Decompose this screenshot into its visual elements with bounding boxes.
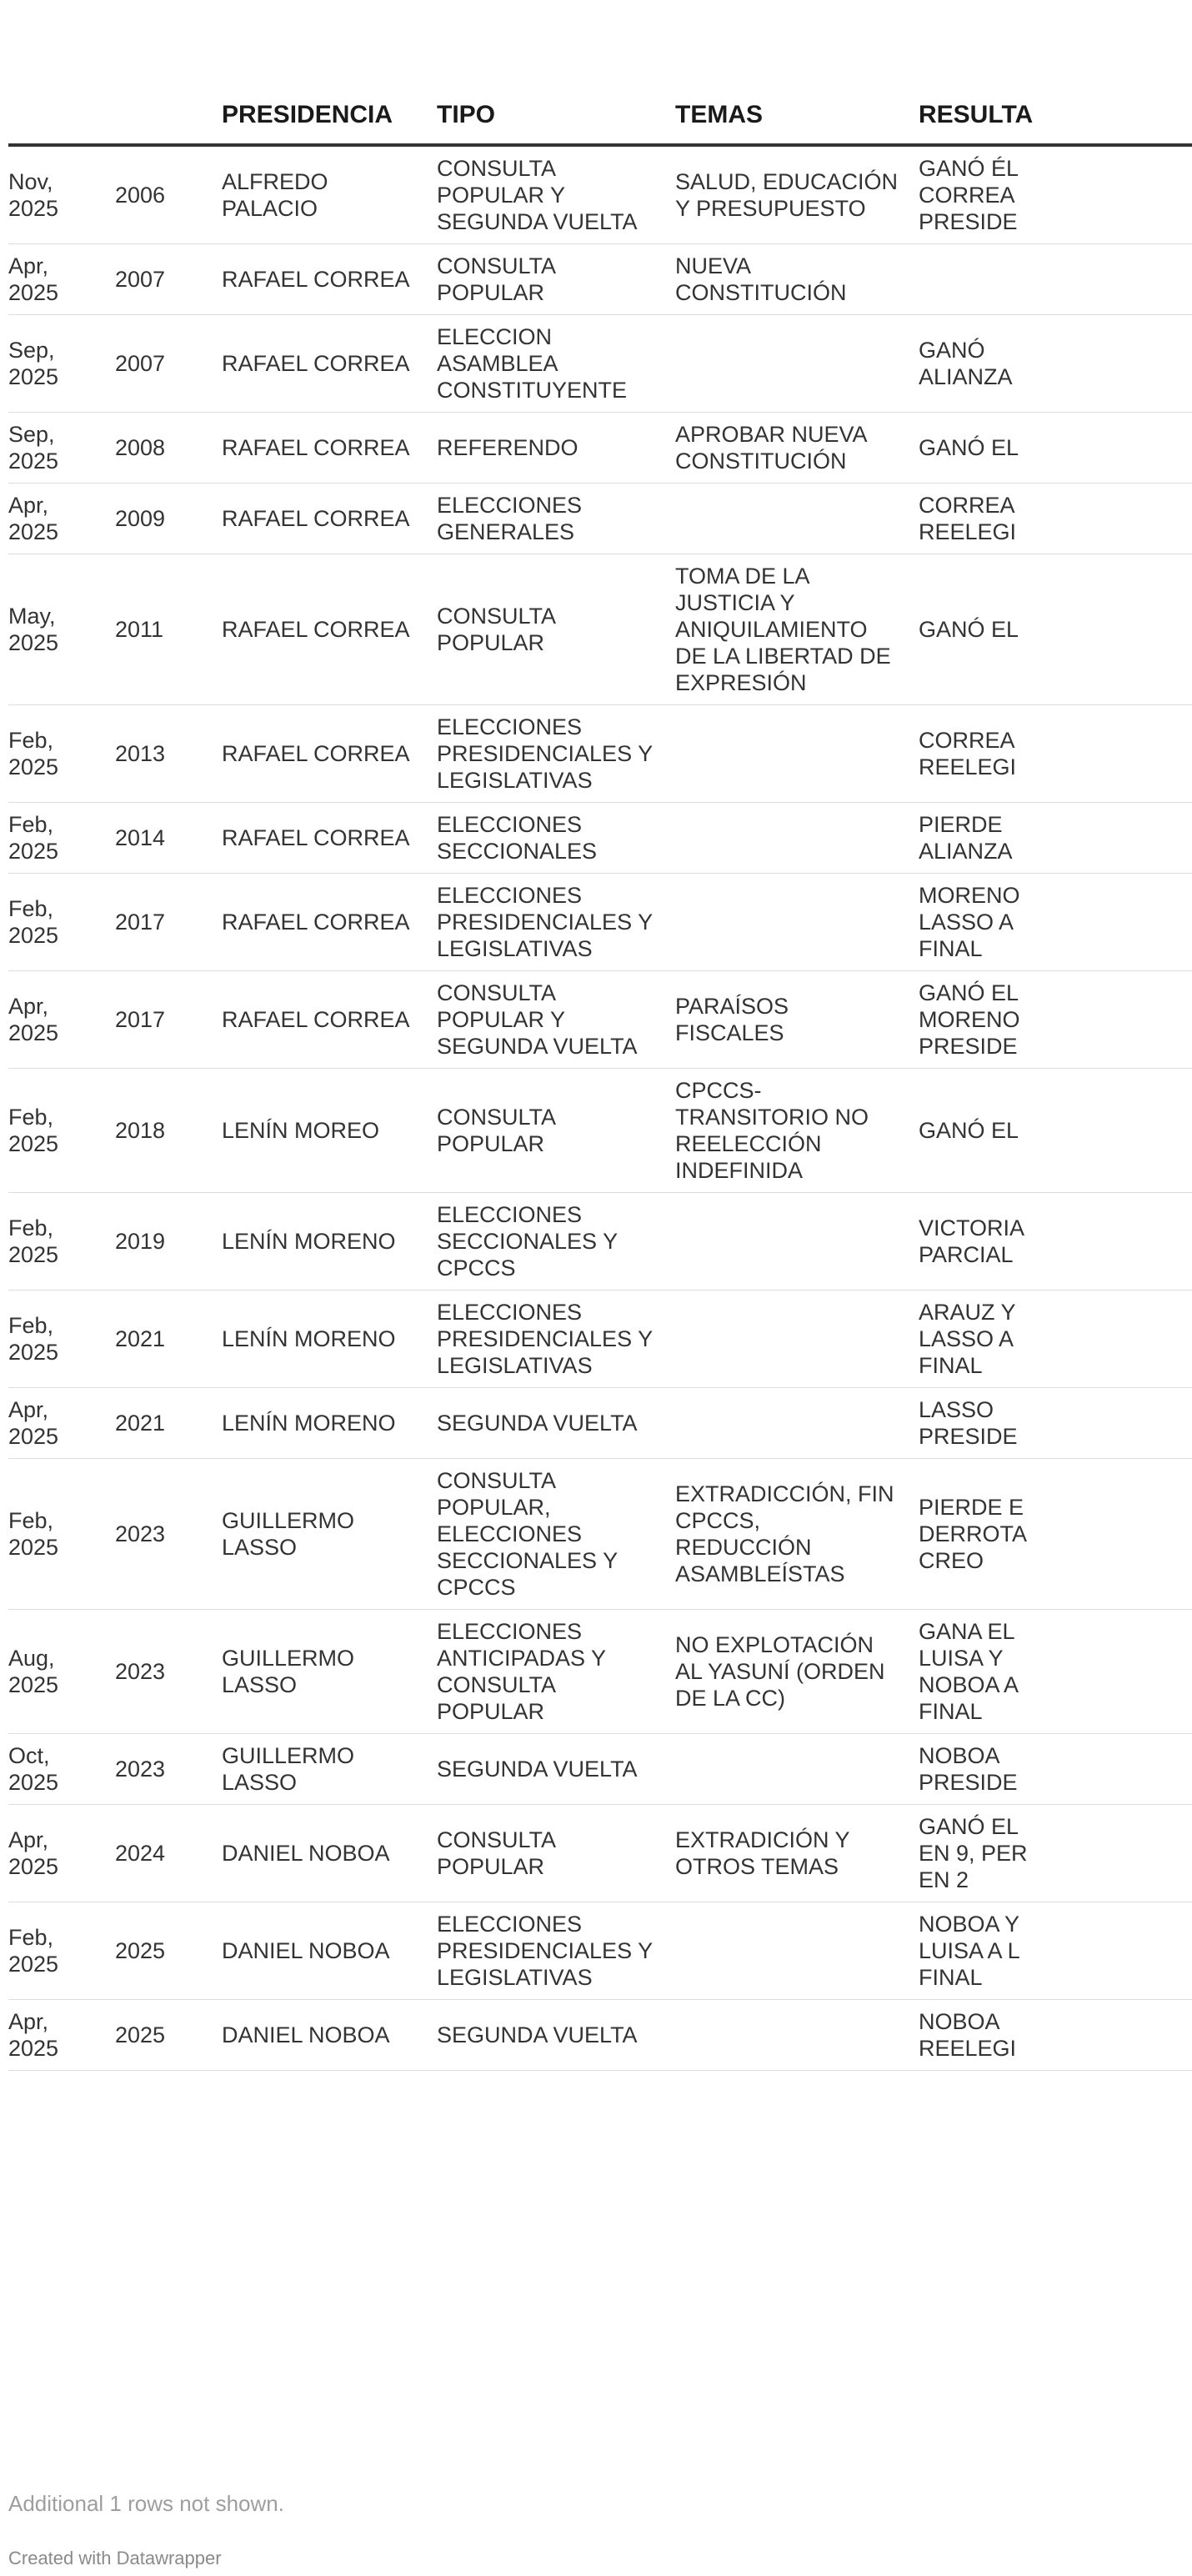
cell-presidencia bbox=[222, 1291, 437, 1388]
cell-presidencia-text: RAFAEL CORREA bbox=[222, 910, 410, 935]
cell-year-text: 2017 bbox=[115, 1007, 166, 1032]
cell-year bbox=[115, 244, 222, 315]
cell-temas bbox=[675, 1805, 919, 1902]
cell-presidencia bbox=[222, 1902, 437, 2000]
cell-year bbox=[115, 145, 222, 244]
cell-presidencia bbox=[222, 315, 437, 413]
datawrapper-credit[interactable]: Created with Datawrapper bbox=[8, 2548, 222, 2568]
cell-tipo bbox=[437, 1069, 675, 1193]
cell-presidencia-text: GUILLERMO LASSO bbox=[222, 1508, 355, 1560]
cell-year bbox=[115, 1069, 222, 1193]
cell-temas bbox=[675, 1610, 919, 1734]
cell-tipo-text: ELECCIONES SECCIONALES bbox=[437, 812, 598, 864]
table-row bbox=[8, 1610, 1192, 1734]
cell-tipo-text: CONSULTA POPULAR bbox=[437, 1105, 555, 1156]
cell-date-text: Nov, 2025 bbox=[8, 169, 59, 221]
table-row bbox=[8, 874, 1192, 971]
cell-resultado-text: NOBOA Y LUISA A L FINAL bbox=[919, 1912, 1020, 1990]
cell-date-text: Feb, 2025 bbox=[8, 896, 59, 948]
cell-date bbox=[8, 484, 115, 554]
cell-year-text: 2023 bbox=[115, 1659, 166, 1684]
cell-resultado bbox=[919, 1069, 1192, 1193]
cell-resultado bbox=[919, 1459, 1192, 1610]
cell-resultado-text: GANÓ EL EN 9, PER EN 2 bbox=[919, 1814, 1028, 1892]
cell-date bbox=[8, 1734, 115, 1805]
cell-temas-text: EXTRADICCIÓN, FIN CPCCS, REDUCCIÓN ASAMBLEÍSTAS bbox=[675, 1481, 894, 1586]
header-temas[interactable]: TEMAS bbox=[675, 87, 919, 145]
cell-date-text: Feb, 2025 bbox=[8, 1215, 59, 1267]
table-row bbox=[8, 554, 1192, 705]
cell-presidencia bbox=[222, 1459, 437, 1610]
elections-table bbox=[8, 87, 1192, 2071]
cell-temas bbox=[675, 1291, 919, 1388]
cell-tipo bbox=[437, 244, 675, 315]
cell-year bbox=[115, 971, 222, 1069]
cell-presidencia-text: DANIEL NOBOA bbox=[222, 1938, 390, 1963]
table-row bbox=[8, 705, 1192, 803]
cell-year-text: 2014 bbox=[115, 825, 166, 850]
cell-temas bbox=[675, 2000, 919, 2071]
cell-year bbox=[115, 705, 222, 803]
cell-resultado bbox=[919, 1902, 1192, 2000]
cell-date-text: Sep, 2025 bbox=[8, 422, 59, 474]
cell-resultado bbox=[919, 484, 1192, 554]
cell-year-text: 2013 bbox=[115, 741, 166, 766]
cell-year bbox=[115, 554, 222, 705]
cell-temas bbox=[675, 971, 919, 1069]
cell-date bbox=[8, 1388, 115, 1459]
cell-presidencia-text: LENÍN MORENO bbox=[222, 1326, 396, 1351]
cell-date bbox=[8, 874, 115, 971]
cell-presidencia bbox=[222, 554, 437, 705]
cell-resultado-text: NOBOA REELEGI bbox=[919, 2009, 1017, 2061]
cell-presidencia-text: RAFAEL CORREA bbox=[222, 825, 410, 850]
cell-year bbox=[115, 484, 222, 554]
cell-year bbox=[115, 1459, 222, 1610]
cell-year bbox=[115, 1388, 222, 1459]
cell-tipo bbox=[437, 705, 675, 803]
cell-year-text: 2007 bbox=[115, 267, 166, 292]
cell-resultado bbox=[919, 554, 1192, 705]
cell-tipo-text: CONSULTA POPULAR bbox=[437, 1827, 555, 1879]
cell-presidencia bbox=[222, 413, 437, 484]
cell-resultado bbox=[919, 803, 1192, 874]
cell-tipo bbox=[437, 874, 675, 971]
cell-resultado bbox=[919, 2000, 1192, 2071]
cell-year-text: 2019 bbox=[115, 1229, 166, 1254]
cell-resultado bbox=[919, 705, 1192, 803]
cell-date-text: Apr, 2025 bbox=[8, 493, 59, 544]
table-row bbox=[8, 1388, 1192, 1459]
table-row bbox=[8, 1193, 1192, 1291]
cell-date bbox=[8, 244, 115, 315]
cell-presidencia bbox=[222, 484, 437, 554]
cell-year bbox=[115, 413, 222, 484]
table-row bbox=[8, 315, 1192, 413]
table-row bbox=[8, 803, 1192, 874]
header-presidencia[interactable]: PRESIDENCIA bbox=[222, 87, 437, 145]
cell-temas bbox=[675, 874, 919, 971]
cell-year-text: 2011 bbox=[115, 617, 164, 642]
cell-presidencia-text: LENÍN MORENO bbox=[222, 1411, 396, 1436]
table-row bbox=[8, 1069, 1192, 1193]
cell-tipo bbox=[437, 971, 675, 1069]
table-row bbox=[8, 145, 1192, 244]
cell-presidencia-text: ALFREDO PALACIO bbox=[222, 169, 328, 221]
cell-date bbox=[8, 1069, 115, 1193]
cell-tipo bbox=[437, 413, 675, 484]
cell-date bbox=[8, 803, 115, 874]
cell-temas bbox=[675, 315, 919, 413]
cell-resultado-text: GANA EL LUISA Y NOBOA A FINAL bbox=[919, 1619, 1019, 1724]
cell-resultado-text: NOBOA PRESIDE bbox=[919, 1743, 1018, 1795]
cell-tipo-text: ELECCIONES GENERALES bbox=[437, 493, 583, 544]
cell-resultado-text: GANÓ EL bbox=[919, 435, 1019, 460]
cell-date-text: Apr, 2025 bbox=[8, 1397, 59, 1449]
cell-year-text: 2017 bbox=[115, 910, 166, 935]
cell-tipo-text: CONSULTA POPULAR, ELECCIONES SECCIONALES Y CPCCS bbox=[437, 1468, 618, 1600]
cell-presidencia-text: RAFAEL CORREA bbox=[222, 267, 410, 292]
cell-temas-text: EXTRADICIÓN Y OTROS TEMAS bbox=[675, 1827, 850, 1879]
cell-presidencia bbox=[222, 1193, 437, 1291]
cell-tipo-text: SEGUNDA VUELTA bbox=[437, 1411, 638, 1436]
table-row bbox=[8, 244, 1192, 315]
cell-resultado bbox=[919, 1610, 1192, 1734]
cell-date-text: Feb, 2025 bbox=[8, 1925, 59, 1977]
table-row bbox=[8, 1805, 1192, 1902]
cell-temas-text: TOMA DE LA JUSTICIA Y ANIQUILAMIENTO DE LA LIBERTAD DE EXPRESIÓN bbox=[675, 564, 891, 695]
table-row bbox=[8, 971, 1192, 1069]
cell-presidencia bbox=[222, 244, 437, 315]
cell-resultado-text: MORENO LASSO A FINAL bbox=[919, 883, 1020, 961]
cell-presidencia bbox=[222, 1069, 437, 1193]
cell-year bbox=[115, 1610, 222, 1734]
cell-tipo-text: ELECCIONES PRESIDENCIALES Y LEGISLATIVAS bbox=[437, 1300, 653, 1378]
cell-resultado-text: PIERDE E DERROTA CREO bbox=[919, 1495, 1028, 1573]
cell-tipo bbox=[437, 1805, 675, 1902]
cell-presidencia-text: RAFAEL CORREA bbox=[222, 1007, 410, 1032]
cell-date bbox=[8, 315, 115, 413]
cell-tipo bbox=[437, 1193, 675, 1291]
cell-resultado-text: CORREA REELEGI bbox=[919, 728, 1017, 779]
cell-date bbox=[8, 145, 115, 244]
cell-tipo-text: SEGUNDA VUELTA bbox=[437, 1757, 638, 1782]
cell-resultado bbox=[919, 145, 1192, 244]
cell-resultado-text: LASSO PRESIDE bbox=[919, 1397, 1018, 1449]
cell-tipo bbox=[437, 803, 675, 874]
cell-date-text: Apr, 2025 bbox=[8, 2009, 59, 2061]
cell-resultado-text: GANÓ EL bbox=[919, 1118, 1019, 1143]
cell-presidencia-text: DANIEL NOBOA bbox=[222, 1841, 390, 1866]
cell-date-text: Feb, 2025 bbox=[8, 1508, 59, 1560]
table-row bbox=[8, 484, 1192, 554]
cell-resultado-text: GANÓ EL MORENO PRESIDE bbox=[919, 980, 1020, 1059]
cell-tipo-text: ELECCIONES PRESIDENCIALES Y LEGISLATIVAS bbox=[437, 1912, 653, 1990]
cell-year bbox=[115, 1902, 222, 2000]
cell-date-text: Feb, 2025 bbox=[8, 728, 59, 779]
cell-tipo-text: ELECCIONES PRESIDENCIALES Y LEGISLATIVAS bbox=[437, 883, 653, 961]
cell-date-text: Apr, 2025 bbox=[8, 994, 59, 1045]
cell-tipo-text: ELECCIONES PRESIDENCIALES Y LEGISLATIVAS bbox=[437, 714, 653, 793]
cell-tipo bbox=[437, 554, 675, 705]
cell-date bbox=[8, 1193, 115, 1291]
cell-temas bbox=[675, 1388, 919, 1459]
cell-date bbox=[8, 1459, 115, 1610]
cell-presidencia bbox=[222, 2000, 437, 2071]
cell-resultado bbox=[919, 1805, 1192, 1902]
cell-date bbox=[8, 1902, 115, 2000]
cell-date-text: Feb, 2025 bbox=[8, 1105, 59, 1156]
cell-resultado-text: CORREA REELEGI bbox=[919, 493, 1017, 544]
cell-temas bbox=[675, 803, 919, 874]
cell-tipo bbox=[437, 1734, 675, 1805]
cell-presidencia bbox=[222, 145, 437, 244]
cell-date-text: Feb, 2025 bbox=[8, 812, 59, 864]
cell-resultado-text: PIERDE ALIANZA bbox=[919, 812, 1013, 864]
header-row bbox=[8, 87, 1192, 145]
cell-tipo-text: ELECCIONES ANTICIPADAS Y CONSULTA POPULAR bbox=[437, 1619, 606, 1724]
cell-presidencia bbox=[222, 874, 437, 971]
cell-tipo bbox=[437, 1610, 675, 1734]
cell-date-text: Sep, 2025 bbox=[8, 338, 59, 389]
cell-date-text: Apr, 2025 bbox=[8, 1827, 59, 1879]
cell-resultado bbox=[919, 244, 1192, 315]
table-row bbox=[8, 1459, 1192, 1610]
cell-tipo-text: CONSULTA POPULAR Y SEGUNDA VUELTA bbox=[437, 156, 638, 234]
cell-year bbox=[115, 2000, 222, 2071]
cell-temas bbox=[675, 145, 919, 244]
cell-year-text: 2009 bbox=[115, 506, 166, 531]
cell-year-text: 2025 bbox=[115, 2022, 166, 2047]
cell-presidencia bbox=[222, 1610, 437, 1734]
cell-resultado bbox=[919, 971, 1192, 1069]
cell-date bbox=[8, 1805, 115, 1902]
cell-tipo-text: CONSULTA POPULAR bbox=[437, 253, 555, 305]
cell-resultado bbox=[919, 874, 1192, 971]
cell-temas bbox=[675, 1902, 919, 2000]
cell-year-text: 2007 bbox=[115, 351, 166, 376]
cell-temas-text: APROBAR NUEVA CONSTITUCIÓN bbox=[675, 422, 867, 474]
cell-resultado-text: GANÓ EL bbox=[919, 617, 1019, 642]
cell-presidencia-text: RAFAEL CORREA bbox=[222, 351, 410, 376]
cell-year bbox=[115, 315, 222, 413]
cell-resultado bbox=[919, 1734, 1192, 1805]
cell-tipo bbox=[437, 1902, 675, 2000]
cell-tipo bbox=[437, 315, 675, 413]
cell-year-text: 2023 bbox=[115, 1757, 166, 1782]
cell-temas bbox=[675, 413, 919, 484]
cell-date-text: Aug, 2025 bbox=[8, 1646, 59, 1697]
cell-temas-text: NUEVA CONSTITUCIÓN bbox=[675, 253, 847, 305]
cell-year bbox=[115, 1734, 222, 1805]
cell-temas bbox=[675, 1459, 919, 1610]
cell-resultado bbox=[919, 1193, 1192, 1291]
rows-hidden-note: Additional 1 rows not shown. bbox=[8, 2491, 284, 2516]
cell-temas bbox=[675, 1734, 919, 1805]
cell-resultado bbox=[919, 1388, 1192, 1459]
cell-year-text: 2018 bbox=[115, 1118, 166, 1143]
cell-date bbox=[8, 413, 115, 484]
cell-resultado bbox=[919, 413, 1192, 484]
cell-year bbox=[115, 803, 222, 874]
cell-year bbox=[115, 1805, 222, 1902]
cell-resultado bbox=[919, 1291, 1192, 1388]
cell-presidencia-text: RAFAEL CORREA bbox=[222, 617, 410, 642]
cell-year-text: 2008 bbox=[115, 435, 166, 460]
cell-tipo bbox=[437, 2000, 675, 2071]
cell-date bbox=[8, 2000, 115, 2071]
cell-presidencia-text: RAFAEL CORREA bbox=[222, 741, 410, 766]
cell-year-text: 2006 bbox=[115, 183, 166, 208]
cell-date-text: Feb, 2025 bbox=[8, 1313, 59, 1365]
cell-date bbox=[8, 971, 115, 1069]
cell-presidencia bbox=[222, 803, 437, 874]
cell-presidencia-text: LENÍN MOREO bbox=[222, 1118, 380, 1143]
cell-temas bbox=[675, 1069, 919, 1193]
cell-date bbox=[8, 705, 115, 803]
cell-temas bbox=[675, 244, 919, 315]
cell-temas bbox=[675, 705, 919, 803]
table-row bbox=[8, 2000, 1192, 2071]
header-date[interactable] bbox=[8, 87, 115, 145]
table-row bbox=[8, 413, 1192, 484]
cell-year-text: 2024 bbox=[115, 1841, 166, 1866]
cell-presidencia-text: GUILLERMO LASSO bbox=[222, 1646, 355, 1697]
cell-tipo bbox=[437, 1459, 675, 1610]
cell-temas-text: NO EXPLOTACIÓN AL YASUNÍ (ORDEN DE LA CC) bbox=[675, 1632, 885, 1711]
cell-presidencia-text: RAFAEL CORREA bbox=[222, 506, 410, 531]
cell-temas bbox=[675, 484, 919, 554]
table-row bbox=[8, 1902, 1192, 2000]
cell-temas-text: SALUD, EDUCACIÓN Y PRESUPUESTO bbox=[675, 169, 899, 221]
cell-temas bbox=[675, 1193, 919, 1291]
cell-date bbox=[8, 1610, 115, 1734]
cell-date-text: Apr, 2025 bbox=[8, 253, 59, 305]
header-year[interactable] bbox=[115, 87, 222, 145]
cell-presidencia-text: LENÍN MORENO bbox=[222, 1229, 396, 1254]
table-row bbox=[8, 1734, 1192, 1805]
cell-presidencia bbox=[222, 705, 437, 803]
cell-year-text: 2025 bbox=[115, 1938, 166, 1963]
table-body bbox=[8, 145, 1192, 2071]
cell-year bbox=[115, 1291, 222, 1388]
cell-presidencia-text: DANIEL NOBOA bbox=[222, 2022, 390, 2047]
cell-year-text: 2021 bbox=[115, 1411, 166, 1436]
cell-tipo bbox=[437, 145, 675, 244]
cell-temas bbox=[675, 554, 919, 705]
table-row bbox=[8, 1291, 1192, 1388]
cell-tipo-text: REFERENDO bbox=[437, 435, 578, 460]
cell-tipo-text: SEGUNDA VUELTA bbox=[437, 2022, 638, 2047]
cell-presidencia bbox=[222, 971, 437, 1069]
cell-year-text: 2023 bbox=[115, 1521, 166, 1546]
cell-resultado-text: GANÓ ALIANZA bbox=[919, 338, 1013, 389]
cell-tipo-text: CONSULTA POPULAR Y SEGUNDA VUELTA bbox=[437, 980, 638, 1059]
cell-tipo-text: ELECCIONES SECCIONALES Y CPCCS bbox=[437, 1202, 618, 1280]
cell-year-text: 2021 bbox=[115, 1326, 166, 1351]
cell-year bbox=[115, 874, 222, 971]
cell-presidencia-text: RAFAEL CORREA bbox=[222, 435, 410, 460]
cell-date bbox=[8, 554, 115, 705]
header-tipo[interactable]: TIPO bbox=[437, 87, 675, 145]
cell-tipo-text: ELECCION ASAMBLEA CONSTITUYENTE bbox=[437, 324, 628, 403]
cell-temas-text: PARAÍSOS FISCALES bbox=[675, 994, 789, 1045]
cell-tipo-text: CONSULTA POPULAR bbox=[437, 604, 555, 655]
cell-tipo bbox=[437, 484, 675, 554]
cell-tipo bbox=[437, 1291, 675, 1388]
cell-presidencia bbox=[222, 1388, 437, 1459]
cell-resultado bbox=[919, 315, 1192, 413]
table-header bbox=[8, 87, 1192, 145]
cell-presidencia bbox=[222, 1805, 437, 1902]
cell-resultado-text: GANÓ ÉL CORREA PRESIDE bbox=[919, 156, 1019, 234]
cell-presidencia bbox=[222, 1734, 437, 1805]
cell-tipo bbox=[437, 1388, 675, 1459]
cell-temas-text: CPCCS-TRANSITORIO NO REELECCIÓN INDEFINIDA bbox=[675, 1078, 869, 1183]
cell-year bbox=[115, 1193, 222, 1291]
cell-resultado-text: VICTORIA PARCIAL bbox=[919, 1215, 1025, 1267]
header-resultado[interactable]: RESULTA bbox=[919, 87, 1192, 145]
cell-date-text: May, 2025 bbox=[8, 604, 59, 655]
cell-date bbox=[8, 1291, 115, 1388]
cell-presidencia-text: GUILLERMO LASSO bbox=[222, 1743, 355, 1795]
cell-date-text: Oct, 2025 bbox=[8, 1743, 59, 1795]
cell-resultado-text: ARAUZ Y LASSO A FINAL bbox=[919, 1300, 1016, 1378]
